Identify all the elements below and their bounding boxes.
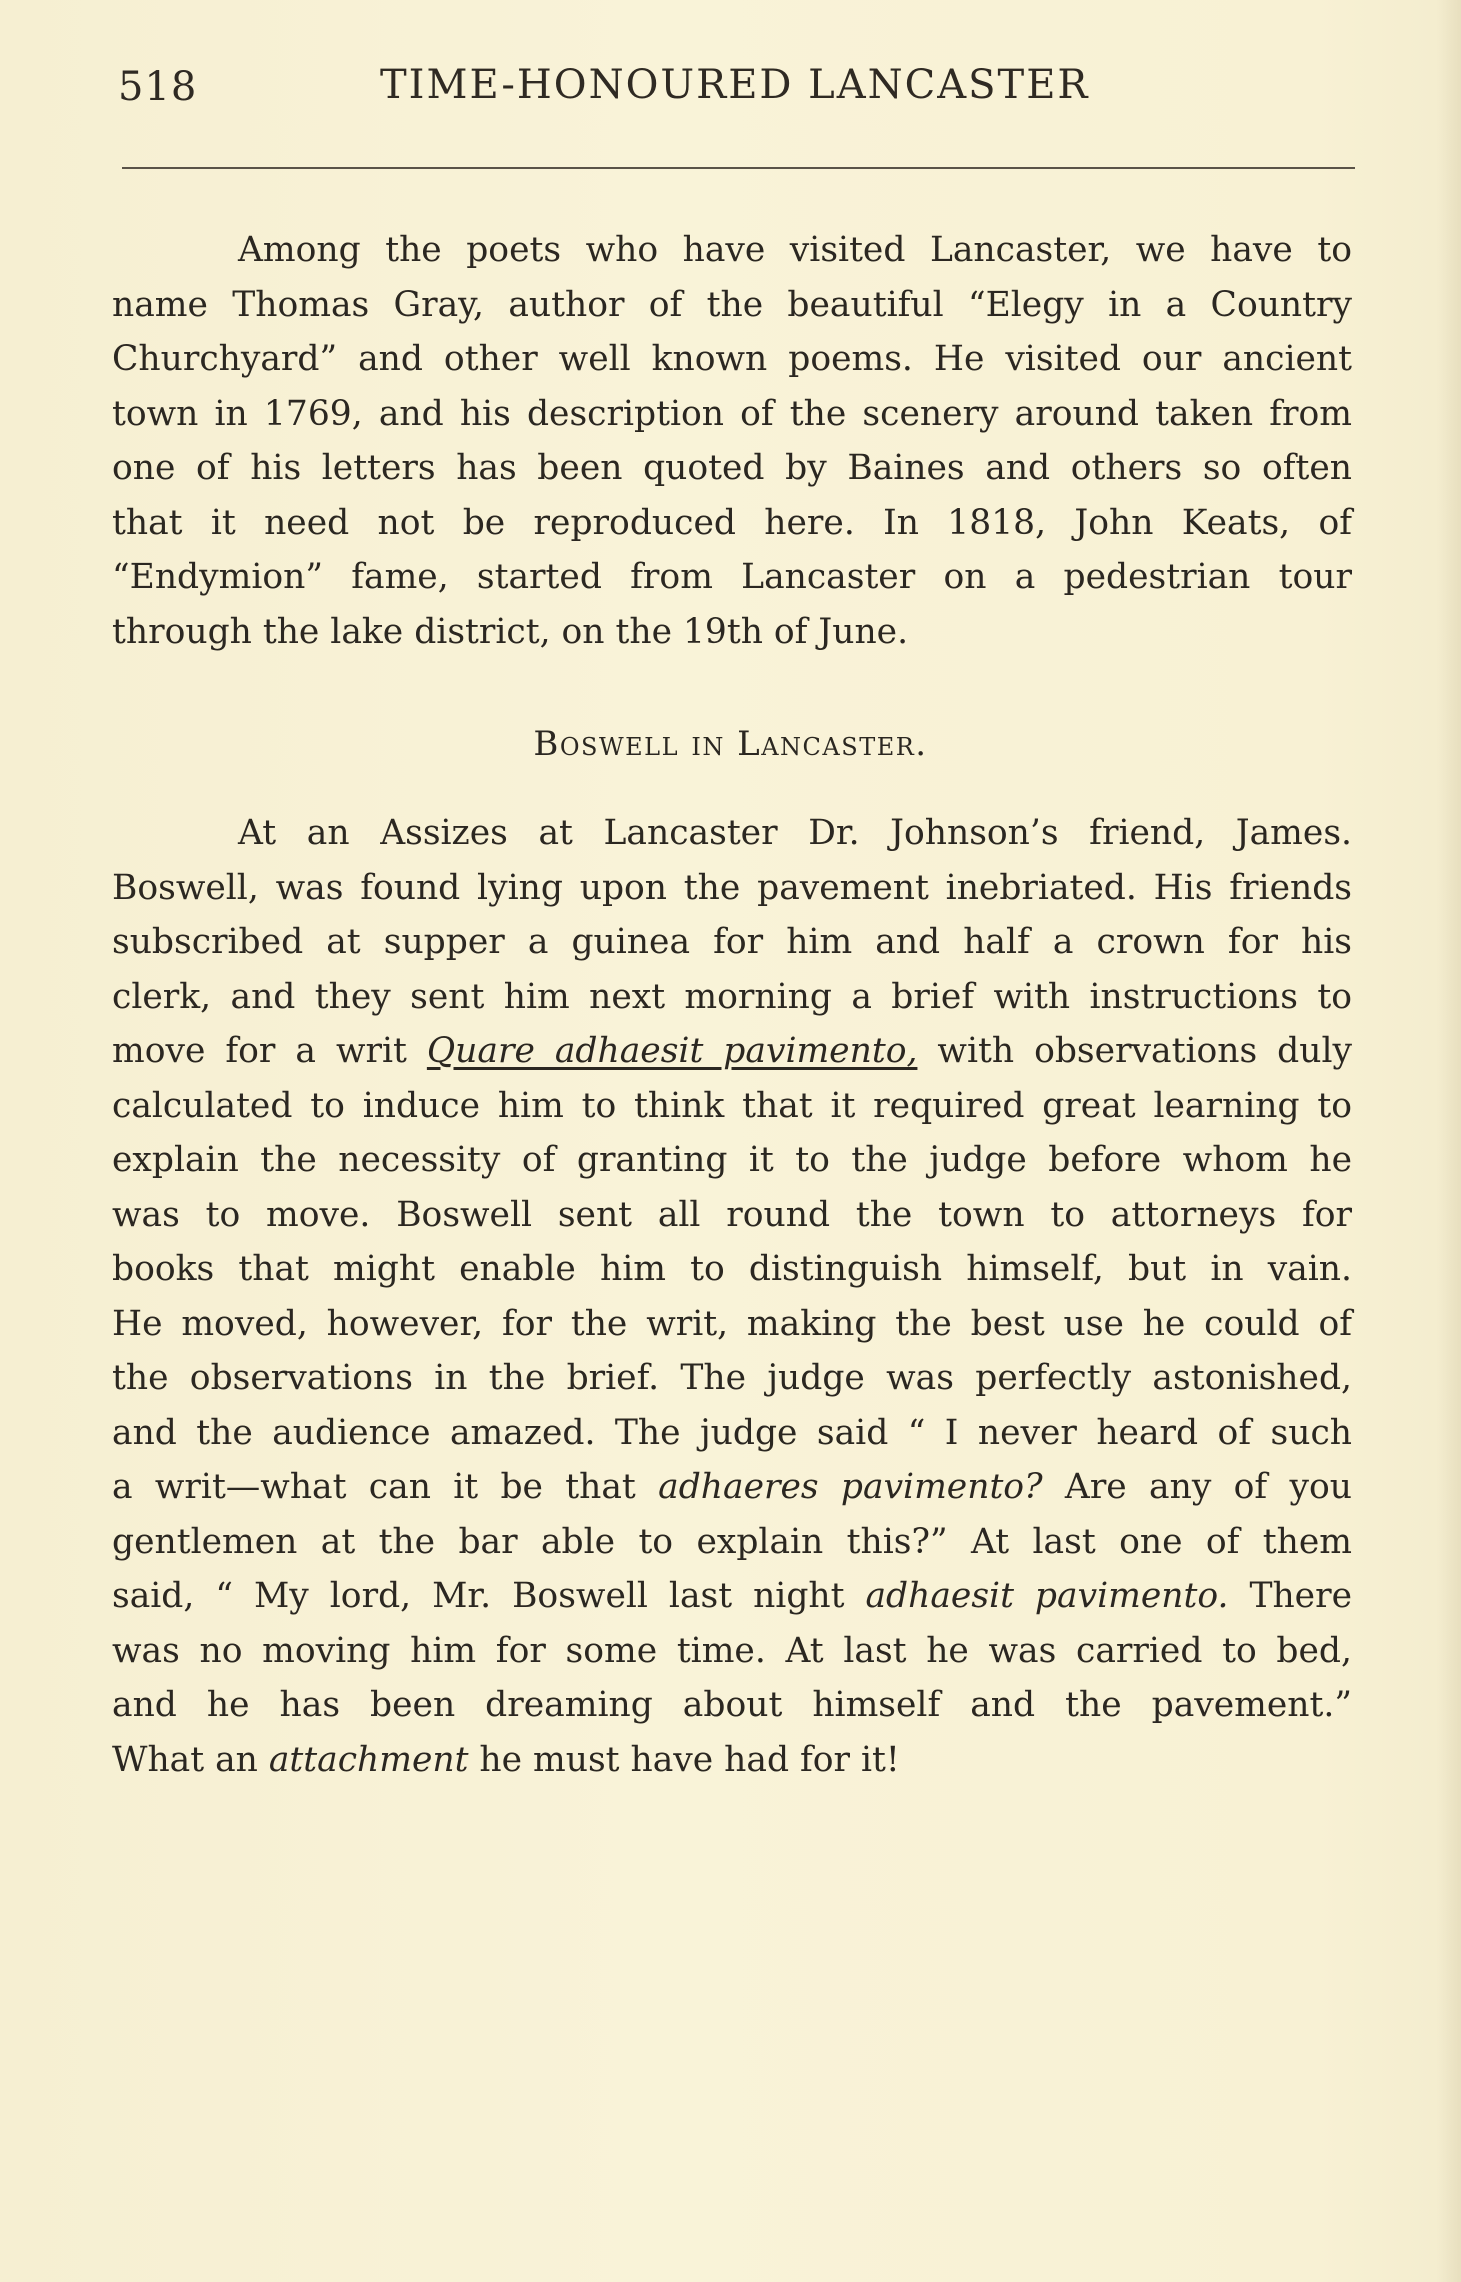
text-line: At an Assizes at Lancaster Dr. Johnson’s friend, James. [238,813,1352,853]
text-line: gentlemen at the bar able to explain this?” At last one of them [112,1521,1352,1562]
text-line: subscribed at supper a guinea for him and half a crown for his [112,922,1352,962]
paragraph-boswell [112,806,1352,1787]
section-heading: Boswell in Lancaster. [533,724,928,764]
text-line [112,1733,1352,1788]
header-rule [122,167,1355,169]
text-line: Boswell, was found lying upon the pavement inebriated. His friends [112,867,1352,908]
paragraph-poets [112,223,1352,659]
text-line: through the lake district, on the 19th of June. [112,611,909,652]
text-run: he must have had for it! [468,1739,900,1780]
latin-phrase: adhaeres pavimento? [658,1467,1043,1507]
page-edge-shadow [1437,0,1461,2282]
text-run: said, “ My lord, Mr. Boswell last night [112,1576,866,1616]
text-line: that it need not be reproduced here. In 1818, John Keats, of [112,502,1352,543]
text-line: name Thomas Gray, author of the beautiful “Elegy in a Country [112,284,1352,325]
emphasis-word: attachment [268,1739,469,1780]
text-line: clerk, and they sent him next morning a brief with instructions to [112,976,1352,1017]
text-line [112,1024,1352,1079]
text-line: calculated to induce him to think that it required great learning to [112,1085,1352,1126]
latin-phrase: Quare adhaesit pavimento, [426,1031,918,1071]
text-line: and he has been dreaming about himself and the pavement.” [112,1685,1352,1725]
page-header [118,58,1358,128]
page-number: 518 [118,64,198,110]
text-run: There [1228,1576,1353,1616]
text-line: town in 1769, and his description of the scenery around taken from [112,393,1352,434]
latin-phrase: adhaesit pavimento. [865,1576,1229,1616]
running-head: TIME-HONOURED LANCASTER [380,62,1090,108]
text-line [112,1460,1352,1515]
text-line: “Endymion” fame, started from Lancaster on a pedestrian tour [112,557,1352,597]
text-run: a writ—what can it be that [112,1467,659,1507]
text-line: books that might enable him to distinguish himself, but in vain. [112,1249,1352,1289]
text-run: What an [112,1739,269,1780]
text-line [112,1569,1352,1624]
text-line: He moved, however, for the writ, making the best use he could of [112,1303,1352,1344]
text-line: Among the poets who have visited Lancaster, we have to [238,230,1352,270]
text-line: was to move. Boswell sent all round the town to attorneys for [112,1194,1352,1235]
text-line: the observations in the brief. The judge was perfectly astonished, [112,1358,1352,1398]
text-run: Are any of you [1042,1467,1352,1507]
text-run: with observations duly [917,1031,1353,1071]
text-line: explain the necessity of granting it to the judge before whom he [112,1140,1352,1180]
text-line: was no moving him for some time. At last he was carried to bed, [112,1630,1352,1671]
text-line: Churchyard” and other well known poems. He visited our ancient [112,339,1352,379]
text-line: and the audience amazed. The judge said “ I never heard of such [112,1412,1352,1453]
text-run: move for a writ [112,1031,427,1071]
text-line: one of his letters has been quoted by Baines and others so often [112,448,1352,488]
